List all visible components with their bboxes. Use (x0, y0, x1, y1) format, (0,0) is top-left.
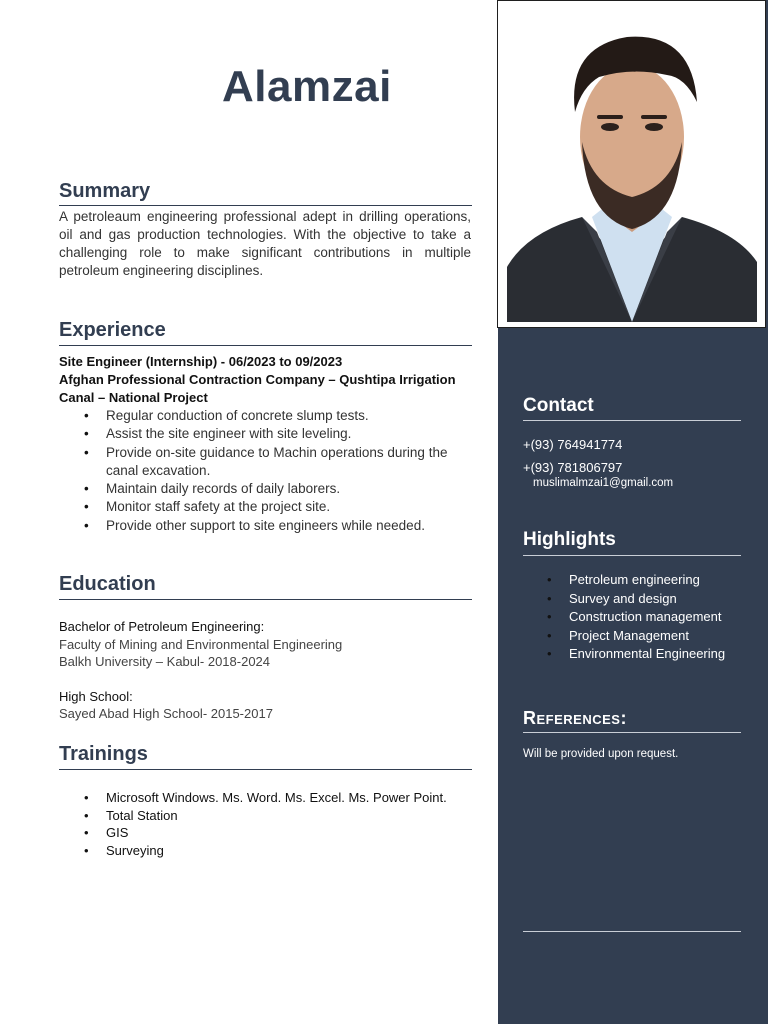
list-item: • Maintain daily records of daily laborers. (106, 480, 466, 498)
profile-photo-frame (497, 0, 766, 328)
list-item: • Survey and design (569, 590, 725, 609)
contact-phone-2: +(93) 781806797 (523, 460, 623, 475)
list-item: • Surveying (106, 842, 447, 860)
experience-company-line1: Afghan Professional Contraction Company – Qushtipa Irrigation (59, 372, 456, 387)
contact-phone-1: +(93) 764941774 (523, 437, 623, 452)
list-item: • Total Station (106, 807, 447, 825)
education-faculty: Faculty of Mining and Environmental Engineering (59, 637, 343, 652)
list-item: • Microsoft Windows. Ms. Word. Ms. Excel. Ms. Power Point. (106, 789, 447, 807)
list-item: • Project Management (569, 627, 725, 646)
list-item: • Provide on-site guidance to Machin operations during the canal excavation. (106, 444, 466, 481)
highlights-divider (523, 555, 741, 556)
list-item: • Regular conduction of concrete slump tests. (106, 407, 466, 425)
trainings-title: Trainings (59, 743, 148, 765)
experience-bullet-list (106, 407, 466, 535)
experience-title: Experience (59, 319, 166, 341)
summary-text: A petroleaum engineering professional adept in drilling operations, oil and gas production technologies. With the objective to take a challenging role to make significant contributions in multiple petroleum engineering disciplines. (59, 209, 471, 278)
education-school-label: High School: (59, 689, 133, 704)
list-item: • Petroleum engineering (569, 571, 725, 590)
sidebar-bottom-divider (523, 931, 741, 932)
contact-email: muslimalmzai1@gmail.com (533, 477, 674, 489)
contact-divider (523, 420, 741, 421)
highlights-title: Highlights (523, 529, 616, 550)
candidate-name: Alamzai (222, 62, 392, 111)
profile-photo (507, 17, 757, 322)
references-text: Will be provided upon request. (523, 748, 679, 760)
education-divider (59, 599, 472, 600)
education-school: Sayed Abad High School- 2015-2017 (59, 706, 273, 721)
experience-role: Site Engineer (Internship) - 06/2023 to 09/2023 (59, 354, 343, 369)
trainings-divider (59, 769, 472, 770)
list-item: • Construction management (569, 608, 725, 627)
education-degree: Bachelor of Petroleum Engineering: (59, 619, 265, 634)
references-divider (523, 732, 741, 733)
summary-divider (59, 205, 472, 206)
education-university: Balkh University – Kabul- 2018-2024 (59, 654, 271, 669)
list-item: • Environmental Engineering (569, 645, 725, 664)
summary-title: Summary (59, 180, 151, 202)
references-title: References: (523, 708, 627, 728)
list-item: • GIS (106, 824, 447, 842)
experience-company-line2: Canal – National Project (59, 390, 208, 405)
trainings-list (106, 789, 447, 859)
experience-divider (59, 345, 472, 346)
highlights-list (569, 571, 725, 664)
education-title: Education (59, 573, 156, 595)
list-item: • Provide other support to site engineers while needed. (106, 517, 466, 535)
contact-title: Contact (523, 395, 594, 416)
list-item: • Monitor staff safety at the project site. (106, 498, 466, 516)
list-item: • Assist the site engineer with site leveling. (106, 425, 466, 443)
